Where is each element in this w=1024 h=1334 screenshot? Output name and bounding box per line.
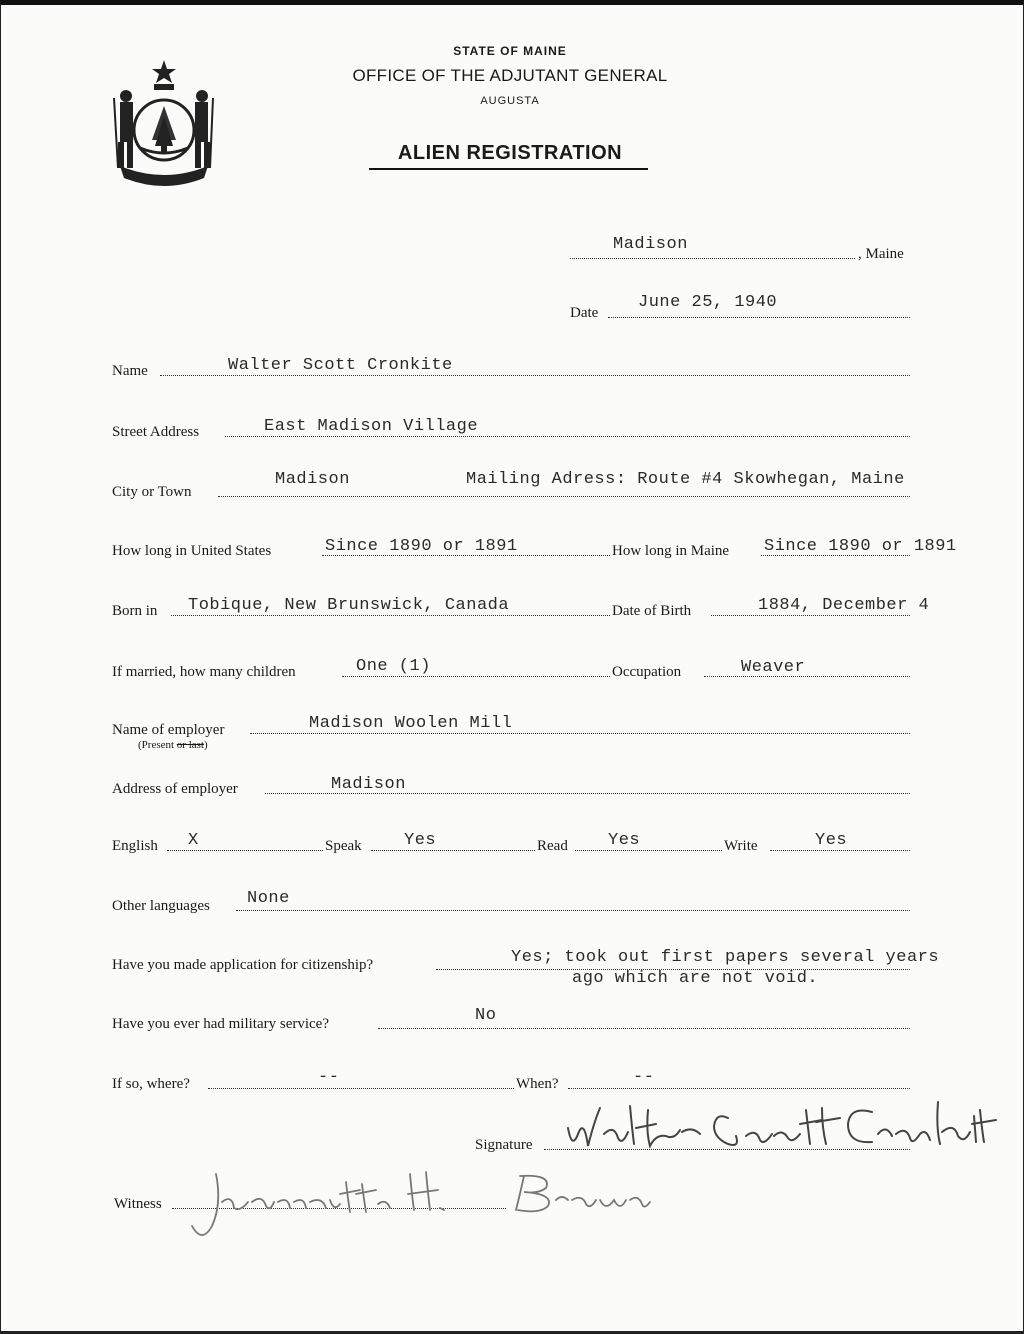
write-line xyxy=(770,850,910,851)
english-line xyxy=(167,850,323,851)
children-line xyxy=(342,676,610,677)
city-value: Madison xyxy=(275,470,350,489)
state-of-maine-seal-icon xyxy=(110,58,218,186)
employer-value: Madison Woolen Mill xyxy=(309,714,513,733)
form-title: ALIEN REGISTRATION xyxy=(397,142,623,164)
title-underline xyxy=(369,168,648,170)
speak-line xyxy=(371,850,535,851)
employer-sublabel: (Present or last) xyxy=(138,739,208,751)
witness-label: Witness xyxy=(114,1196,162,1212)
military-label: Have you ever had military service? xyxy=(112,1016,329,1032)
read-line xyxy=(575,850,722,851)
speak-value: Yes xyxy=(404,831,437,850)
place-suffix: , Maine xyxy=(858,246,904,262)
date-value: June 25, 1940 xyxy=(638,293,778,312)
children-value: One (1) xyxy=(356,657,431,676)
office-heading: OFFICE OF THE ADJUTANT GENERAL xyxy=(352,66,668,85)
when-label: When? xyxy=(516,1076,559,1092)
born-label: Born in xyxy=(112,603,158,619)
where-label: If so, where? xyxy=(112,1076,190,1092)
dob-value: 1884, December 4 xyxy=(758,596,930,615)
mailing-address-value: Mailing Adress: Route #4 Skowhegan, Maine xyxy=(466,470,905,489)
place-line xyxy=(570,258,855,259)
military-value: No xyxy=(475,1006,497,1025)
occupation-label: Occupation xyxy=(612,664,682,680)
other-languages-label: Other languages xyxy=(112,898,210,914)
employer-line xyxy=(250,733,910,734)
where-value: -- xyxy=(318,1068,340,1087)
born-value: Tobique, New Brunswick, Canada xyxy=(188,596,510,615)
children-label: If married, how many children xyxy=(112,664,296,680)
name-line xyxy=(160,375,910,376)
date-label: Date xyxy=(570,305,599,321)
us-duration-label: How long in United States xyxy=(112,543,272,559)
employer-address-value: Madison xyxy=(331,775,406,794)
read-label: Read xyxy=(537,838,568,854)
city-heading: AUGUSTA xyxy=(480,95,540,107)
street-value: East Madison Village xyxy=(264,417,479,436)
english-value: X xyxy=(188,831,199,850)
city-label: City or Town xyxy=(112,484,192,500)
dob-line xyxy=(711,615,910,616)
read-value: Yes xyxy=(608,831,641,850)
write-value: Yes xyxy=(815,831,848,850)
place-value: Madison xyxy=(613,235,688,254)
born-line xyxy=(171,615,610,616)
occupation-value: Weaver xyxy=(741,658,806,677)
military-line xyxy=(378,1028,910,1029)
occupation-line xyxy=(704,676,910,677)
dob-label: Date of Birth xyxy=(612,603,692,619)
witness-handwriting xyxy=(176,1160,656,1246)
citizenship-label: Have you made application for citizenship? xyxy=(112,957,374,973)
street-label: Street Address xyxy=(112,424,200,440)
name-value: Walter Scott Cronkite xyxy=(228,356,453,375)
state-heading: STATE OF MAINE xyxy=(453,44,567,58)
date-line xyxy=(608,317,910,318)
other-languages-value: None xyxy=(247,889,290,908)
citizenship-value-line2: ago which are not void. xyxy=(572,969,819,988)
us-duration-value: Since 1890 or 1891 xyxy=(325,537,518,556)
write-label: Write xyxy=(724,838,758,854)
me-duration-label: How long in Maine xyxy=(612,543,730,559)
employer-label: Name of employer xyxy=(112,722,225,738)
signature-handwriting xyxy=(560,1088,1020,1160)
speak-label: Speak xyxy=(325,838,362,854)
when-value: -- xyxy=(633,1068,655,1087)
employer-address-label: Address of employer xyxy=(112,781,238,797)
where-line xyxy=(208,1088,514,1089)
english-label: English xyxy=(112,838,158,854)
me-duration-value: Since 1890 or 1891 xyxy=(764,537,957,556)
signature-label: Signature xyxy=(475,1137,533,1153)
city-line xyxy=(218,496,910,497)
street-line xyxy=(225,436,910,437)
citizenship-value-line1: Yes; took out first papers several years xyxy=(511,948,940,967)
name-label: Name xyxy=(112,363,148,379)
other-languages-line xyxy=(236,910,910,911)
